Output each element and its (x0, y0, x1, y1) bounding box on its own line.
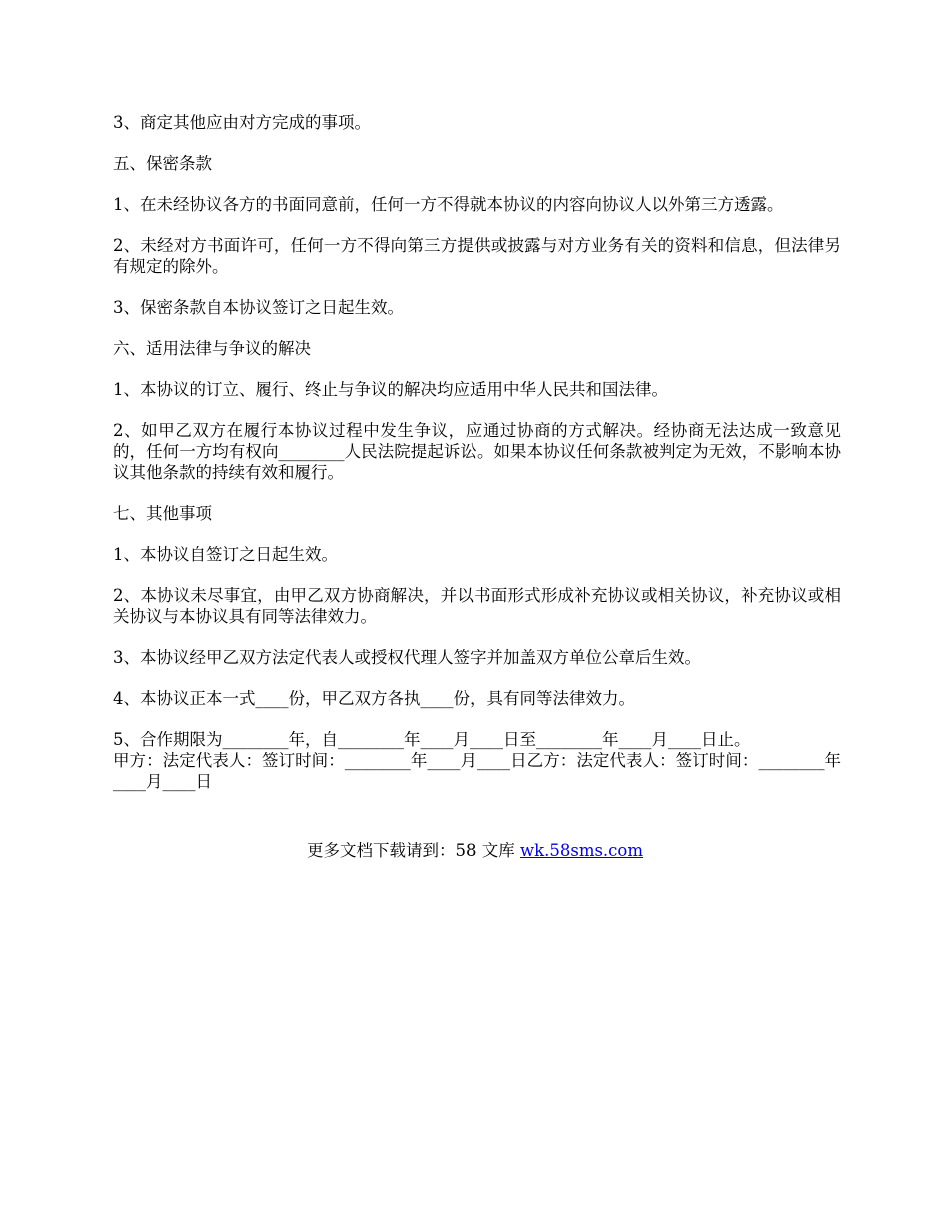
paragraph-confidentiality-1: 1、在未经协议各方的书面同意前，任何一方不得就本协议的内容向协议人以外第三方透露。 (113, 195, 784, 214)
paragraph-other-1: 1、本协议自签订之日起生效。 (113, 545, 338, 564)
paragraph-law-2: 2、如甲乙双方在履行本协议过程中发生争议，应通过协商的方式解决。经协商无法达成一致意见的，任何一方均有权向________人民法院提起诉讼。如果本协议任何条款被判定为无效，不影响本协议其他条款的持续有效和履行。 (113, 421, 841, 482)
signature-block: 甲方：法定代表人：签订时间：________年____月____日乙方：法定代表人：签订时间：________年____月____日 (113, 751, 841, 791)
footer-link[interactable]: wk.58sms.com (519, 841, 643, 860)
paragraph-confidentiality-2: 2、未经对方书面许可，任何一方不得向第三方提供或披露与对方业务有关的资料和信息，但法律另有规定的除外。 (113, 236, 841, 276)
section-heading-confidentiality: 五、保密条款 (113, 154, 212, 173)
footer (0, 840, 950, 861)
paragraph-law-1: 1、本协议的订立、履行、终止与争议的解决均应适用中华人民共和国法律。 (113, 380, 668, 399)
footer-prefix: 更多文档下载请到：58 文库 (306, 841, 520, 860)
paragraph-item-3: 3、商定其他应由对方完成的事项。 (113, 113, 371, 132)
paragraph-other-4: 4、本协议正本一式____份，甲乙双方各执____份，具有同等法律效力。 (113, 689, 635, 708)
document-body (113, 112, 841, 792)
section-heading-other: 七、其他事项 (113, 504, 212, 523)
section-heading-law: 六、适用法律与争议的解决 (113, 339, 311, 358)
paragraph-confidentiality-3: 3、保密条款自本协议签订之日起生效。 (113, 298, 404, 317)
paragraph-other-3: 3、本协议经甲乙双方法定代表人或授权代理人签字并加盖双方单位公章后生效。 (113, 648, 701, 667)
paragraph-other-5: 5、合作期限为________年，自________年____月____日至________年____月____日止。 (113, 730, 751, 749)
paragraph-other-2: 2、本协议未尽事宜，由甲乙双方协商解决，并以书面形式形成补充协议或相关协议，补充协议或相关协议与本协议具有同等法律效力。 (113, 586, 841, 626)
